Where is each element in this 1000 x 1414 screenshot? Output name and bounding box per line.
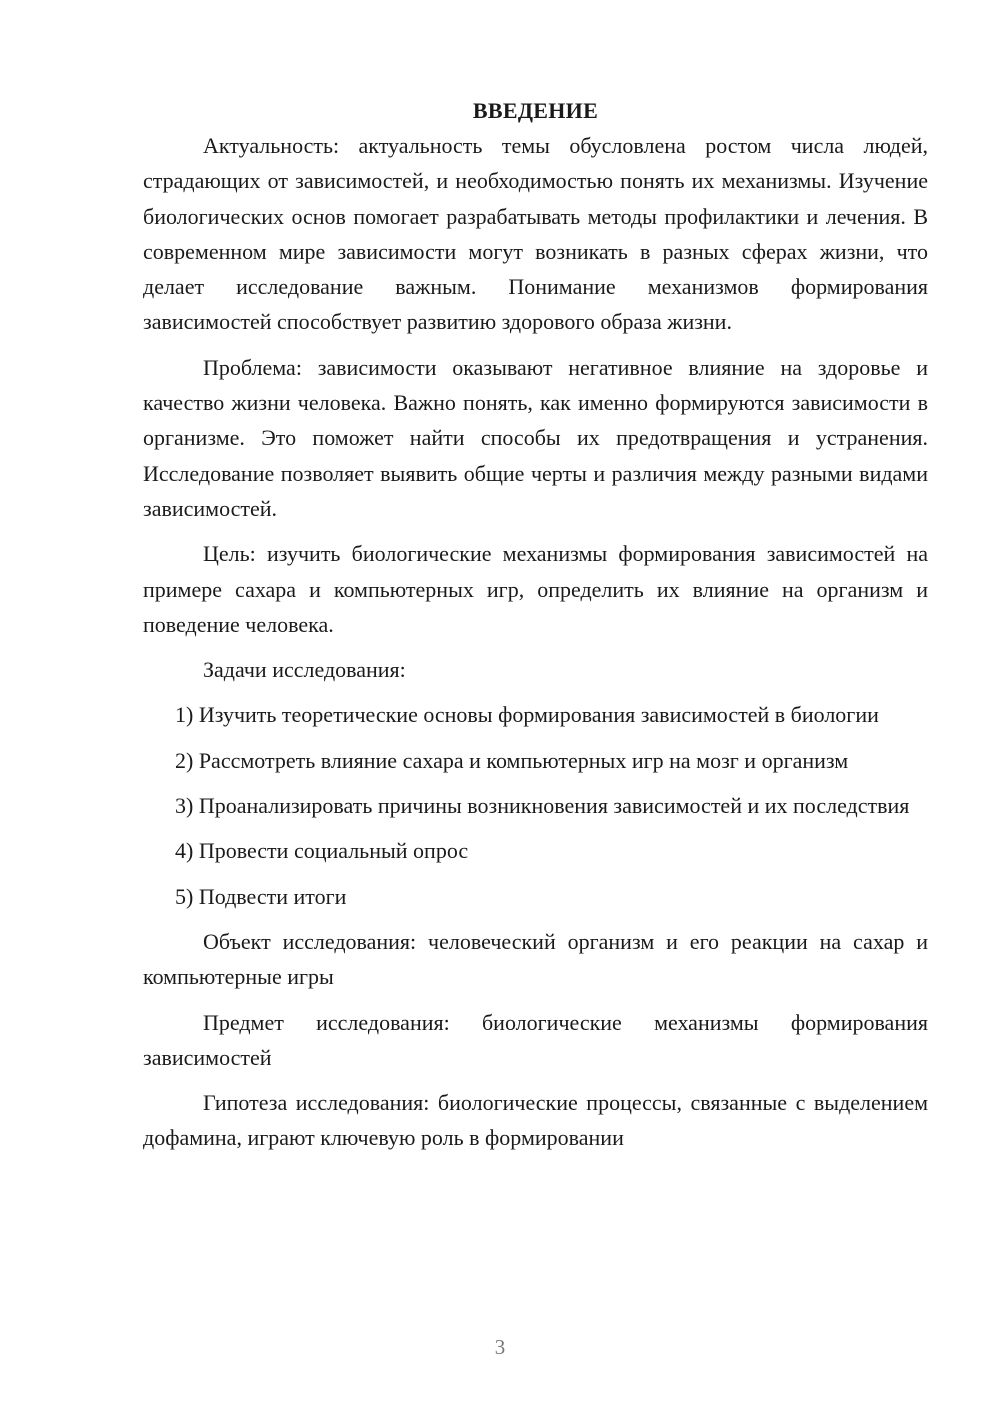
page-content bbox=[143, 96, 928, 1166]
object-paragraph: Объект исследования: человеческий организм и его реакции на сахар и компьютерные игры bbox=[143, 928, 928, 990]
task-item-3: 3) Проанализировать причины возникновения зависимостей и их последствия bbox=[175, 793, 910, 819]
task-item-1: 1) Изучить теоретические основы формирования зависимостей в биологии bbox=[175, 702, 879, 728]
page-title: ВВЕДЕНИЕ bbox=[472, 98, 599, 123]
task-item-4: 4) Провести социальный опрос bbox=[175, 838, 469, 864]
subject-paragraph: Предмет исследования: биологические механизмы формирования зависимостей bbox=[143, 1009, 928, 1070]
task-item-5: 5) Подвести итоги bbox=[175, 883, 347, 909]
hypothesis-paragraph: Гипотеза исследования: биологические процессы, связанные с выделением дофамина, играют ключевую роль в формировании bbox=[143, 1090, 928, 1151]
goal-paragraph: Цель: изучить биологические механизмы формирования зависимостей на примере сахара и компьютерных игр, определить их влияние на организм и поведение человека. bbox=[143, 541, 928, 637]
task-item-2: 2) Рассмотреть влияние сахара и компьютерных игр на мозг и организм bbox=[175, 747, 849, 773]
problem-paragraph: Проблема: зависимости оказывают негативное влияние на здоровье и качество жизни человека. Важно понять, как именно формируются зависимости в организме. Это поможет найти способы их предотвращения и устранения. Исследование позволяет выявить общие черты и различия между разными видами зависимостей. bbox=[143, 354, 928, 521]
relevance-paragraph: Актуальность: актуальность темы обусловлена ростом числа людей, страдающих от зависимостей, и необходимостью понять их механизмы. Изучение биологических основ помогает разрабатывать методы профилактики и лечения. В современном мире зависимости могут возникать в разных сферах жизни, что делает исследование важным. Понимание механизмов формирования зависимостей способствует развитию здорового образа жизни. bbox=[143, 133, 928, 335]
page-number: 3 bbox=[494, 1335, 506, 1359]
tasks-heading: Задачи исследования: bbox=[203, 657, 406, 683]
